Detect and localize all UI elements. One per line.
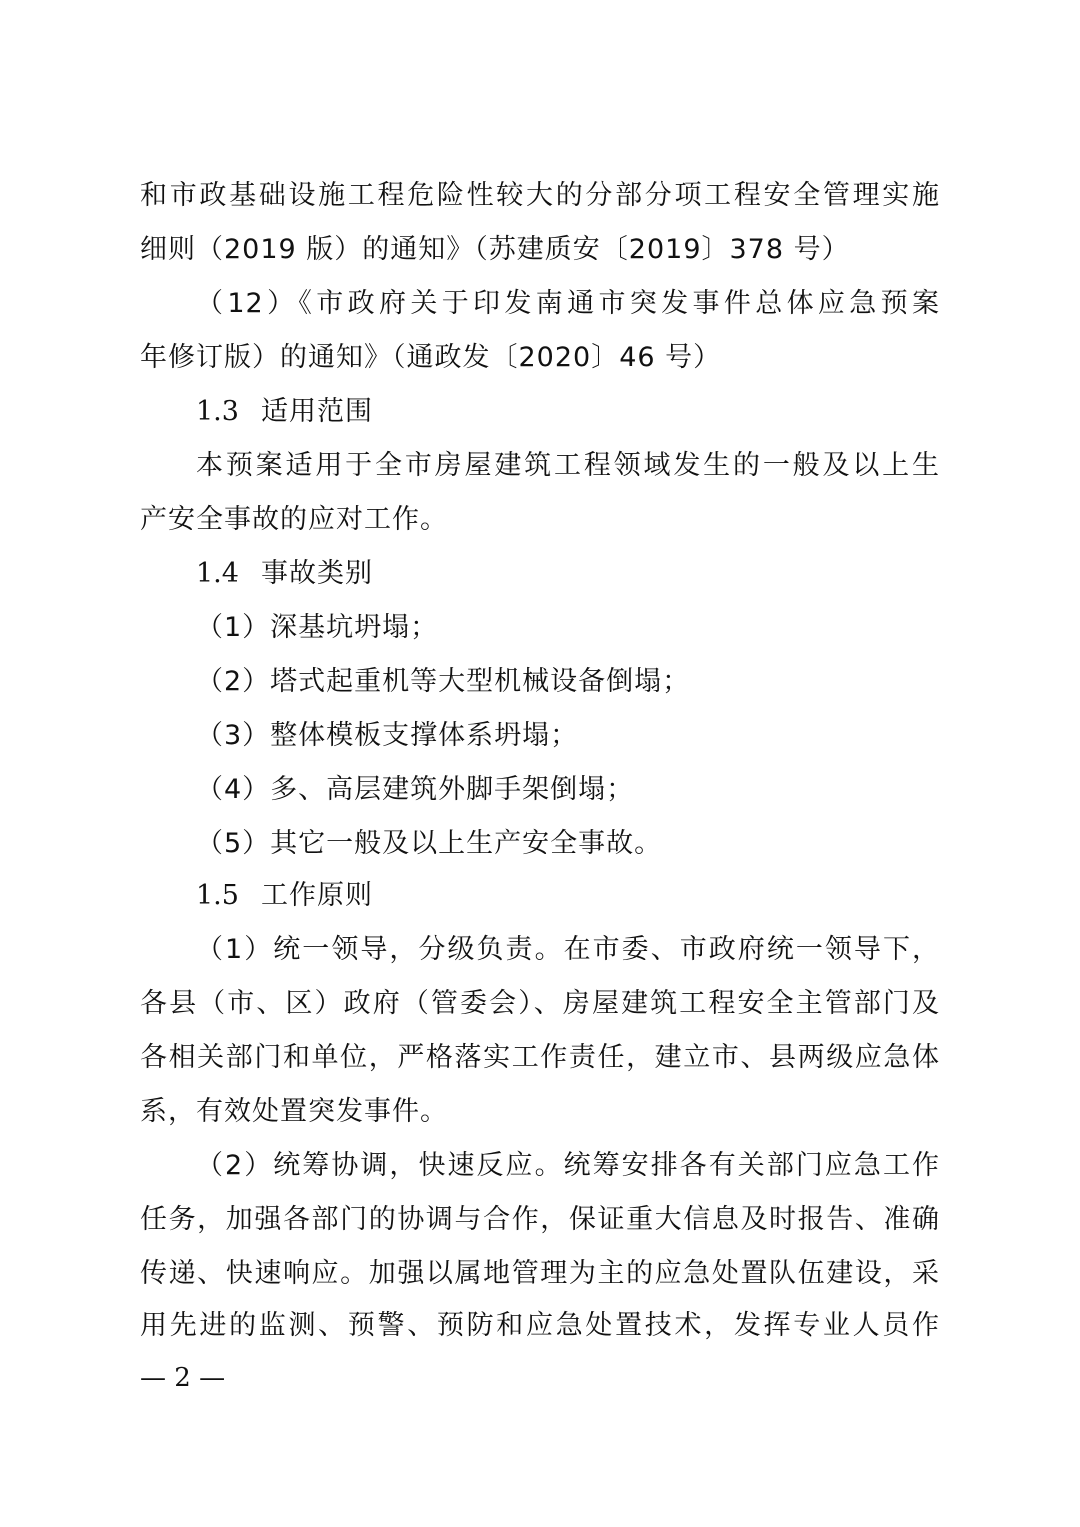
section-heading-1-3 — [196, 392, 940, 432]
list-item: （2）塔式起重机等大型机械设备倒塌； — [196, 666, 691, 697]
body-line: 产安全事故的应对工作。 — [140, 504, 448, 535]
section-heading-1-5 — [196, 876, 940, 916]
body-line: 用先进的监测、预警、预防和应急处置技术，发挥专业人员作 — [140, 1310, 940, 1341]
list-item: （5）其它一般及以上生产安全事故。 — [196, 828, 663, 859]
section-title: 适用范围 — [260, 396, 373, 427]
section-number: 1.4 — [196, 558, 239, 589]
body-line: 各县（市、区）政府（管委会）、房屋建筑工程安全主管部门及 — [140, 988, 940, 1019]
body-line: （2）统筹协调，快速反应。统筹安排各有关部门应急工作 — [196, 1150, 940, 1181]
section-title: 工作原则 — [260, 880, 373, 911]
body-line: 和市政基础设施工程危险性较大的分部分项工程安全管理实施 — [140, 180, 940, 211]
list-item: （1）深基坑坍塌； — [196, 612, 439, 643]
section-number: 1.3 — [196, 396, 239, 427]
list-item: （3）整体模板支撑体系坍塌； — [196, 720, 579, 751]
body-line: （1）统一领导，分级负责。在市委、市政府统一领导下， — [196, 934, 940, 965]
body-line: 任务，加强各部门的协调与合作，保证重大信息及时报告、准确 — [140, 1204, 940, 1235]
section-title: 事故类别 — [260, 558, 373, 589]
body-line: （12）《市政府关于印发南通市突发事件总体应急预案 — [196, 288, 940, 319]
section-heading-1-4 — [196, 554, 940, 594]
body-line: 本预案适用于全市房屋建筑工程领域发生的一般及以上生 — [196, 450, 940, 481]
page-number: — 2 — — [140, 1363, 226, 1393]
list-item: （4）多、高层建筑外脚手架倒塌； — [196, 774, 635, 805]
section-number: 1.5 — [196, 880, 239, 911]
body-line: 传递、快速响应。加强以属地管理为主的应急处置队伍建设，采 — [140, 1258, 940, 1289]
body-line: 年修订版）的通知》（通政发〔2020〕46 号） — [140, 342, 722, 373]
body-line: 各相关部门和单位，严格落实工作责任，建立市、县两级应急体 — [140, 1042, 940, 1073]
body-line: 系，有效处置突发事件。 — [140, 1096, 448, 1127]
body-line: 细则（2019 版）的通知》（苏建质安〔2019〕378 号） — [140, 234, 850, 265]
